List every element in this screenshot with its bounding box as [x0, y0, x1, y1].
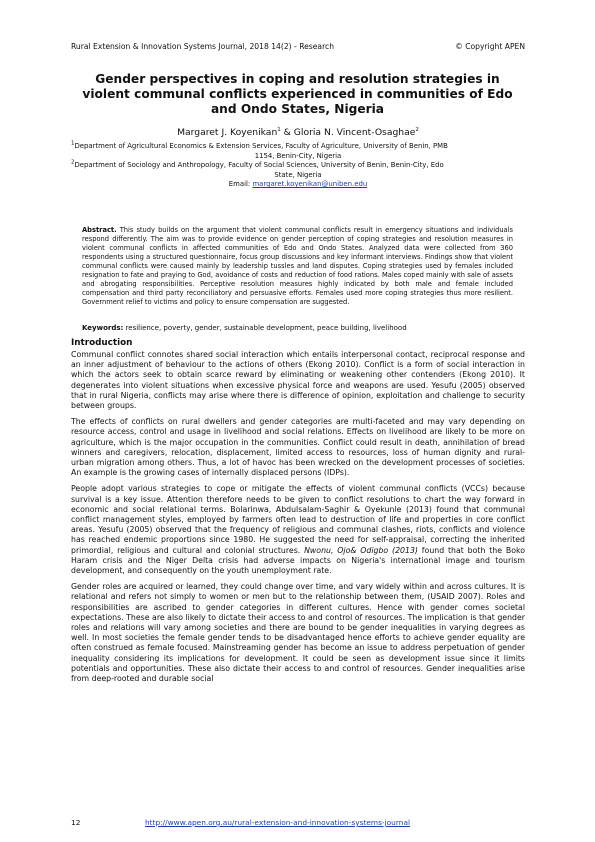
affiliation-1: $^1$Department of Agricultural Economics & Extension Services, Faculty of Agriculture, University of Benin, PMB 1154, Benin-City, Nigeria [71, 140, 448, 160]
paragraph-1: Communal conflict connotes shared social interaction which entails interpersonal contact, reciprocal response and an inner adjustment of behaviour to the actions of others (Ekong 2010). Conflict is a form of social interaction in which the actors seek to obtain scarce reward by eliminating or weakening other contenders (Ekong 2010). It degenerates into violent situations when excessive physical force and weapons are used. Yesufu (2005) observed that in rural Nigeria, conflicts may arise where there is difference of opinion, exploitation and challenge to security between groups. [71, 350, 525, 411]
affiliation-2: $^2$Department of Sociology and Anthropology, Faculty of Social Sciences, University of Benin, Benin-City, Edo State, Nigeria [71, 159, 444, 179]
abstract-text: This study builds on the argument that violent communal conflicts result in emergency situations and individuals respond differently. The aim was to provide evidence on gender perception of coping strategies and resolution measures in violent communal conflicts in affected communities of Edo and Ondo States. Analyzed data were collected from 360 respondents using a structured questionnaire, focus group discussions and key informant interviews. Findings show that violent communal conflicts were caused mainly by leadership tussles and land disputes. Coping strategies used by females included resignation to fate and praying to God, avoidance of costs and reduction of food rations. Males coped mainly with sale of assets and abrogating responsibilities. Perceptive resolution measures highly indicated by both male and female included compensation and third party reconciliatory and persuasive efforts. Females used more coping strategies thus more resilient. Government relief to victims and policy to ensure compensation are suggested. [82, 226, 513, 306]
author-separator: & [280, 127, 294, 138]
author-1-affil-mark: 1 [277, 126, 281, 133]
copyright-notice: © Copyright APEN [455, 42, 525, 51]
email-label: Email: [228, 180, 253, 189]
keywords-label: Keywords: [82, 324, 124, 332]
keywords [82, 324, 513, 332]
email-line [71, 180, 525, 190]
author-2: Gloria N. Vincent-Osaghae [293, 127, 416, 138]
section-heading-introduction: Introduction [71, 338, 133, 348]
email-link[interactable]: margaret.koyenikan@uniben.edu [252, 180, 368, 189]
journal-citation: Rural Extension & Innovation Systems Journal, 2018 14(2) - Research [71, 42, 335, 51]
paragraph-3: People adopt various strategies to cope or mitigate the effects of violent communal conflicts (VCCs) because survival is a key issue. Attention therefore needs to be given to conflict resolutions to chart the way forward in economic and social relational terms. Bolarinwa, Abdulsalam-Saghir & Oyekunle (2013) found that communal conflict management styles, employed by farmers often lead to destruction of life and properties in core conflict areas. Yesufu (2005) observed that the frequency of religious and communal clashes, riots, conflicts and violence has reached endemic proportions since 1980. He suggested the need for self-appraisal, correcting the inherited primordial, religious and cultural and colonial structures. Nwonu, Ojo& Odigbo (2013) found that both the Boko Haram crisis and the Niger Delta crisis had adverse impacts on Nigeria's international image and tourism development, and consequently on the youth unemployment rate. [71, 484, 525, 576]
running-head [71, 42, 525, 51]
author-2-affil-mark: 2 [415, 126, 419, 133]
paragraph-4: Gender roles are acquired or learned, they could change over time, and vary widely within and across cultures. It is relational and refers not simply to women or men but to the relationship between them, (USAID 2007). Roles and responsibilities are ascribed to gender categories in different cultures. Hence with gender comes societal expectations. These are also likely to dictate their access to and control of resources. The implication is that gender roles and relations will vary among societies and there are bound to be gender inequalities in varying degrees as well. In most societies the female gender tends to be disadvantaged hence efforts to achieve gender equality are often construed as female focused. Mainstreaming gender has become an issue to address perpetuation of gender inequality considering its implications for development. It could be seen as development issue since it limits potentials and opportunities. These also dictate their access to and control of resources. Gender inequalities arise from deep-rooted and durable social [71, 582, 525, 684]
affiliation-1-mark: 1 [71, 140, 75, 147]
abstract-label: Abstract. [82, 226, 117, 234]
italic-citation: Nwonu, Ojo& Odigbo (2013) [304, 545, 418, 555]
affiliation-2-mark: 2 [71, 159, 75, 166]
article-title: Gender perspectives in coping and resolution strategies in violent communal conflicts experienced in communities of Edo and Ondo States, Nigeria [82, 72, 513, 116]
affiliations [71, 142, 525, 190]
author-line [71, 127, 525, 138]
body-text [71, 350, 525, 690]
paragraph-2: The effects of conflicts on rural dwellers and gender categories are multi-faceted and may vary depending on resource access, control and usage in livelihood and social relations. Effects on livelihood are likely to be more on agriculture, which is the major occupation in the communities. Conflict could result in death, annihilation of bread winners and caregivers, relocation, displacement, limited access to resources, loss of human dignity and rural-urban migration among others. Thus, a lot of havoc has been wrecked on the development processes of societies. An example is the growing cases of internally displaced persons (IDPs). [71, 417, 525, 478]
page-number: 12 [71, 818, 81, 827]
author-1: Margaret J. Koyenikan [177, 127, 278, 138]
journal-url-link[interactable]: http://www.apen.org.au/rural-extension-and-innovation-systems-journal [145, 818, 411, 827]
keywords-text: resilience, poverty, gender, sustainable development, peace building, livelihood [123, 324, 407, 332]
abstract [82, 226, 513, 307]
